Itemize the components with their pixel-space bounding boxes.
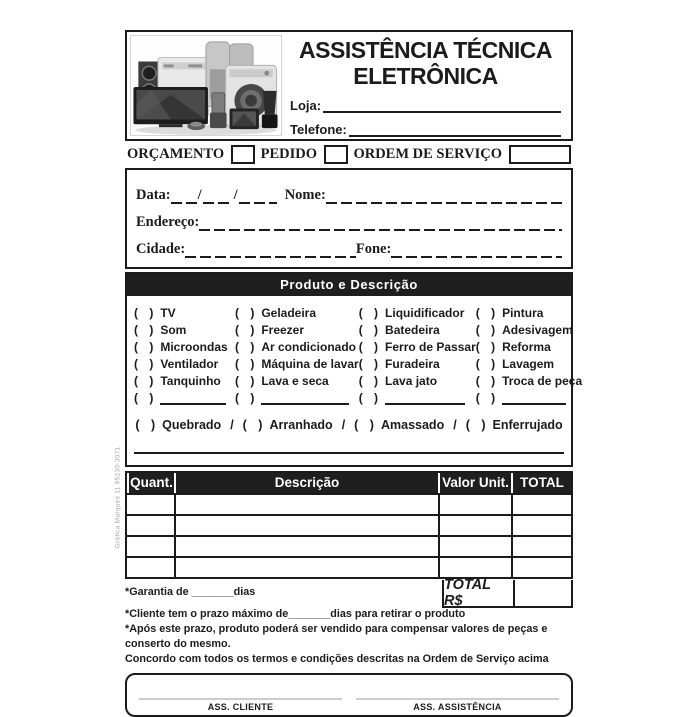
assistance-signature-line (356, 698, 559, 700)
product-option-label: Geladeira (261, 306, 317, 320)
table-cell (174, 495, 438, 514)
table-cell (511, 558, 571, 577)
condition-option (135, 418, 242, 432)
checkbox-parens: ( ) (475, 391, 500, 405)
date-day-blank (171, 191, 197, 204)
date-month-blank (203, 191, 233, 204)
pedido-option (261, 145, 348, 164)
product-option-label: Som (160, 323, 187, 337)
phone-blank-line (349, 123, 561, 137)
checkbox-parens: ( ) (475, 323, 500, 337)
table-cell (511, 537, 571, 556)
table-cell (511, 516, 571, 535)
pickup-note: *Cliente tem o prazo máximo de_______dias para retirar o produto (125, 608, 466, 620)
table-cell (127, 495, 174, 514)
product-option-label: Freezer (261, 323, 305, 337)
table-cell (438, 558, 511, 577)
product-option-label: Máquina de lavar (261, 357, 359, 371)
product-option (476, 337, 582, 354)
product-option (235, 320, 359, 337)
checkbox-parens: ( ) (358, 340, 383, 354)
checkbox-parens: ( ) (235, 374, 259, 388)
table-row (127, 514, 571, 535)
table-cell (438, 537, 511, 556)
date-label: Data: (136, 187, 171, 203)
form-header (125, 30, 573, 141)
table-cell (511, 495, 571, 514)
table-row (127, 493, 571, 514)
grand-total-value-cell (515, 580, 573, 608)
items-table (125, 471, 573, 579)
checkbox-parens: ( ) (475, 306, 500, 320)
warranty-note: *Garantia de _______dias (125, 586, 256, 598)
product-option (476, 320, 582, 337)
section-title-bar: Produto e Descrição (127, 274, 571, 296)
checkbox-parens: ( ) (235, 357, 259, 371)
items-table-body (127, 493, 571, 577)
checkbox-parens: ( ) (235, 306, 259, 320)
checkbox-parens: ( ) (358, 357, 383, 371)
form-title (290, 37, 561, 89)
product-option-label (160, 392, 226, 405)
checkbox-parens: ( ) (235, 340, 259, 354)
checkbox-parens: ( ) (475, 340, 500, 354)
table-cell (174, 537, 438, 556)
description-blank-line (134, 446, 564, 454)
phone-label: Telefone: (290, 122, 347, 137)
product-option-label: Adesivagem (502, 323, 573, 337)
assistance-signature-label: ASS. ASSISTÊNCIA (413, 702, 502, 712)
items-table-header-cell: Descrição (174, 473, 438, 493)
product-option-label: Batedeira (385, 323, 440, 337)
checkbox-parens: ( ) (135, 418, 160, 432)
client-signature-label: ASS. CLIENTE (207, 702, 274, 712)
checkbox-parens: ( ) (235, 323, 259, 337)
table-row (127, 535, 571, 556)
table-cell (174, 516, 438, 535)
condition-option-label: Enferrujado (492, 418, 563, 432)
header-text-area (282, 32, 571, 139)
checkbox-parens: ( ) (358, 391, 383, 405)
product-column-3 (359, 303, 476, 405)
checkbox-parens: ( ) (134, 357, 158, 371)
product-option (359, 371, 476, 388)
condition-option (354, 418, 466, 432)
product-option (134, 337, 235, 354)
product-option (359, 388, 476, 405)
resale-note: *Após este prazo, produto poderá ser vendido para compensar valores de peças e conserto do mesmo. (125, 623, 548, 650)
address-row (136, 204, 562, 231)
product-option-label: Lavagem (502, 357, 555, 371)
product-option-label (385, 392, 465, 405)
product-option-label: Liquidificador (385, 306, 465, 320)
checkbox-parens: ( ) (354, 418, 378, 432)
items-table-header-cell: Quant. (127, 473, 174, 493)
pedido-label: PEDIDO (260, 146, 318, 162)
product-option-label: Pintura (502, 306, 544, 320)
fone-blank-line (391, 245, 562, 258)
table-row (127, 556, 571, 577)
product-option-label: Troca de peça (502, 374, 583, 388)
checkbox-parens: ( ) (134, 306, 158, 320)
product-option (359, 337, 476, 354)
product-option (235, 388, 359, 405)
product-option (359, 320, 476, 337)
store-field (290, 98, 561, 113)
table-cell (438, 495, 511, 514)
customer-info-box (125, 168, 573, 269)
product-option (476, 303, 582, 320)
store-blank-line (323, 99, 561, 113)
product-column-2 (235, 303, 359, 405)
checkbox-parens: ( ) (358, 323, 383, 337)
client-signature-line (139, 698, 342, 700)
orcamento-label: ORÇAMENTO (127, 146, 225, 162)
product-option-label: Tanquinho (160, 374, 221, 388)
client-signature-area (139, 698, 342, 712)
product-option (134, 388, 235, 405)
pedido-checkbox (324, 145, 348, 164)
condition-separator: / (230, 418, 234, 432)
tv-icon (133, 87, 207, 127)
document-type-row (125, 141, 573, 168)
table-cell (127, 537, 174, 556)
date-separator: / (233, 187, 238, 203)
product-option (235, 337, 359, 354)
date-separator: / (197, 187, 202, 203)
small-tv-icon (230, 109, 259, 130)
product-option (235, 354, 359, 371)
city-phone-row (136, 231, 562, 258)
fone-label: Fone: (355, 241, 392, 257)
product-description-section (125, 272, 583, 467)
condition-option-label: Quebrado (162, 418, 222, 432)
condition-separator: / (453, 418, 457, 432)
checkbox-parens: ( ) (358, 374, 383, 388)
condition-option (243, 418, 355, 432)
product-option (476, 388, 582, 405)
name-blank-line (326, 191, 562, 204)
ordem-servico-label: ORDEM DE SERVIÇO (353, 146, 502, 162)
product-option-label: Lava e seca (261, 374, 329, 388)
date-year-blank (239, 191, 277, 204)
store-label: Loja: (290, 98, 322, 113)
checkbox-parens: ( ) (134, 374, 158, 388)
totals-and-notes (125, 577, 573, 667)
product-option (134, 303, 235, 320)
city-blank-line (185, 245, 356, 258)
checkbox-parens: ( ) (242, 418, 267, 432)
product-option-label: Lava jato (385, 374, 438, 388)
table-cell (438, 516, 511, 535)
product-column-4 (476, 303, 582, 405)
blender-icon (210, 93, 227, 128)
table-cell (174, 558, 438, 577)
phone-field (290, 122, 561, 137)
address-label: Endereço: (136, 214, 200, 230)
condition-option (466, 418, 563, 432)
condition-separator: / (341, 418, 346, 432)
items-table-header-cell: TOTAL (511, 473, 571, 493)
product-option-label: Microondas (160, 340, 228, 354)
condition-option-label: Arranhado (269, 418, 333, 432)
service-order-form (125, 30, 583, 717)
product-options-grid (127, 296, 583, 405)
checkbox-parens: ( ) (475, 357, 500, 371)
signature-box (125, 673, 573, 717)
condition-options-row (127, 418, 571, 432)
condition-option-label: Amassado (380, 418, 445, 432)
product-option (476, 354, 582, 371)
city-label: Cidade: (136, 241, 186, 257)
product-option (476, 371, 582, 388)
product-option (235, 303, 359, 320)
product-option (235, 371, 359, 388)
product-option (134, 371, 235, 388)
product-option-label: Ferro de Passar (385, 340, 476, 354)
product-option (134, 354, 235, 371)
product-option (359, 303, 476, 320)
items-table-header-cell: Valor Unit. (438, 473, 511, 493)
table-cell (127, 516, 174, 535)
name-label: Nome: (284, 187, 326, 203)
product-option-label: Ar condicionado (261, 340, 356, 354)
print-shop-credit: Gráfica Marques 11 95230-3071 (114, 446, 122, 549)
grand-total-row (442, 577, 573, 609)
ordem-servico-option (353, 145, 571, 164)
checkbox-parens: ( ) (358, 306, 383, 320)
table-cell (127, 558, 174, 577)
product-option-label: Furadeira (385, 357, 440, 371)
checkbox-parens: ( ) (465, 418, 490, 432)
checkbox-parens: ( ) (134, 323, 158, 337)
product-option-label: Reforma (502, 340, 551, 354)
product-option-label (502, 392, 566, 405)
address-blank-line (199, 218, 562, 231)
date-name-row (136, 177, 562, 204)
checkbox-parens: ( ) (134, 391, 158, 405)
form-title-line2: ELETRÔNICA (353, 63, 498, 89)
grand-total-label: TOTAL R$ (442, 580, 515, 608)
product-option-label: Ventilador (160, 357, 219, 371)
checkbox-parens: ( ) (475, 374, 500, 388)
orcamento-checkbox (231, 145, 255, 164)
form-title-line1: ASSISTÊNCIA TÉCNICA (299, 37, 552, 63)
assistance-signature-area (356, 698, 559, 712)
items-table-header (127, 473, 571, 493)
checkbox-parens: ( ) (235, 391, 259, 405)
orcamento-option (127, 145, 255, 164)
product-option (359, 354, 476, 371)
product-option (134, 320, 235, 337)
ordem-servico-box (509, 145, 571, 164)
product-option-label: TV (160, 306, 176, 320)
agreement-note: Concordo com todos os termos e condições descritas na Ordem de Serviço acima (125, 653, 549, 665)
checkbox-parens: ( ) (134, 340, 158, 354)
product-column-1 (134, 303, 235, 405)
appliances-illustration (131, 36, 281, 135)
product-option-label (261, 392, 349, 405)
appliances-image (130, 35, 282, 136)
